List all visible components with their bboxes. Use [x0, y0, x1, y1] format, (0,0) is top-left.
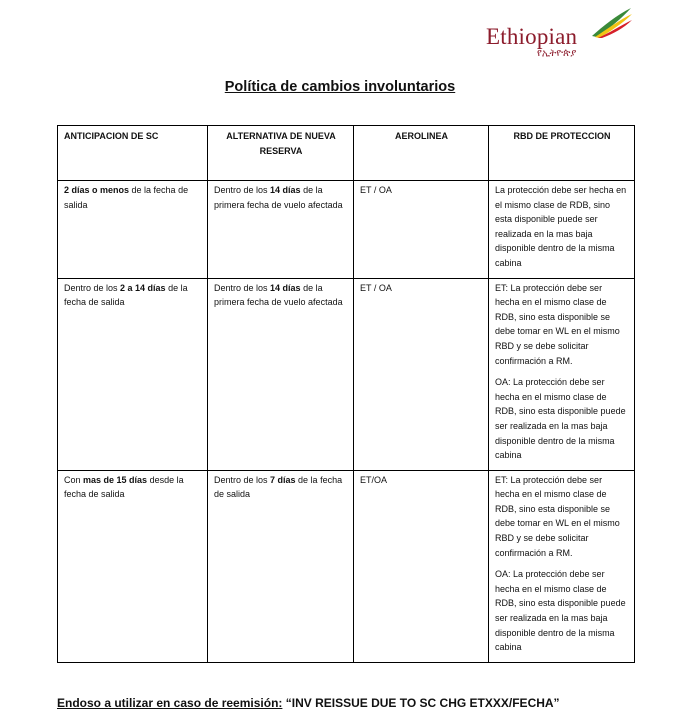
table-row: [58, 470, 635, 662]
cell-aerolinea: ET/OA: [354, 470, 489, 662]
header-aerolinea: AEROLINEA: [354, 126, 489, 181]
rbd-paragraph-et: ET: La protección debe ser hecha en el mismo clase de RDB, sino esta disponible se debe tomar en WL en el mismo RBD y se debe solicitar confirmación a RM.: [495, 282, 620, 366]
rbd-paragraph-oa: OA: La protección debe ser hecha en el mismo clase de RDB, sino esta disponible puede ser realizada en la mas baja disponible dentro de la misma cabina: [495, 569, 626, 653]
rbd-paragraph-et: ET: La protección debe ser hecha en el mismo clase de RDB, sino esta disponible se debe tomar en WL en el mismo RBD y se debe solicitar confirmación a RM.: [495, 474, 620, 558]
cell-aerolinea: ET / OA: [354, 181, 489, 279]
header-alternativa: ALTERNATIVA DE NUEVA RESERVA: [208, 126, 354, 181]
endorsement-value: “INV REISSUE DUE TO SC CHG ETXXX/FECHA”: [282, 696, 560, 710]
rbd-paragraph-oa: OA: La protección debe ser hecha en el mismo clase de RDB, sino esta disponible puede ser realizada en la mas baja disponible dentro de la misma cabina: [495, 377, 626, 461]
table-header-row: [58, 126, 635, 181]
logo-wordmark: Ethiopian: [486, 24, 578, 49]
cell-alternativa: Dentro de los 7 días de la fecha de salida: [208, 470, 354, 662]
ethiopian-wing-icon: [589, 6, 633, 38]
cell-anticipacion: Dentro de los 2 a 14 días de la fecha de salida: [58, 278, 208, 470]
table-row: [58, 278, 635, 470]
cell-alternativa: Dentro de los 14 días de la primera fecha de vuelo afectada: [208, 181, 354, 279]
ethiopian-logo: [486, 6, 636, 60]
policy-table: [57, 125, 635, 663]
table-row: [58, 181, 635, 279]
endorsement-line: [57, 696, 560, 710]
header-rbd: RBD DE PROTECCION: [489, 126, 635, 181]
cell-anticipacion: Con mas de 15 días desde la fecha de salida: [58, 470, 208, 662]
cell-alternativa: Dentro de los 14 días de la primera fecha de vuelo afectada: [208, 278, 354, 470]
cell-rbd: [489, 181, 635, 279]
document-title: Política de cambios involuntarios: [224, 79, 456, 95]
logo-amharic-text: የኢትዮጵያ: [537, 48, 577, 59]
cell-rbd: [489, 278, 635, 470]
header-anticipacion: ANTICIPACION DE SC: [58, 126, 208, 181]
cell-anticipacion: 2 días o menos de la fecha de salida: [58, 181, 208, 279]
rbd-paragraph: La protección debe ser hecha en el mismo clase de RDB, sino esta disponible puede ser realizada en la mas baja disponible dentro de la misma cabina: [495, 185, 627, 268]
endorsement-label: Endoso a utilizar en caso de reemisión:: [57, 696, 283, 710]
cell-rbd: [489, 470, 635, 662]
cell-aerolinea: ET / OA: [354, 278, 489, 470]
